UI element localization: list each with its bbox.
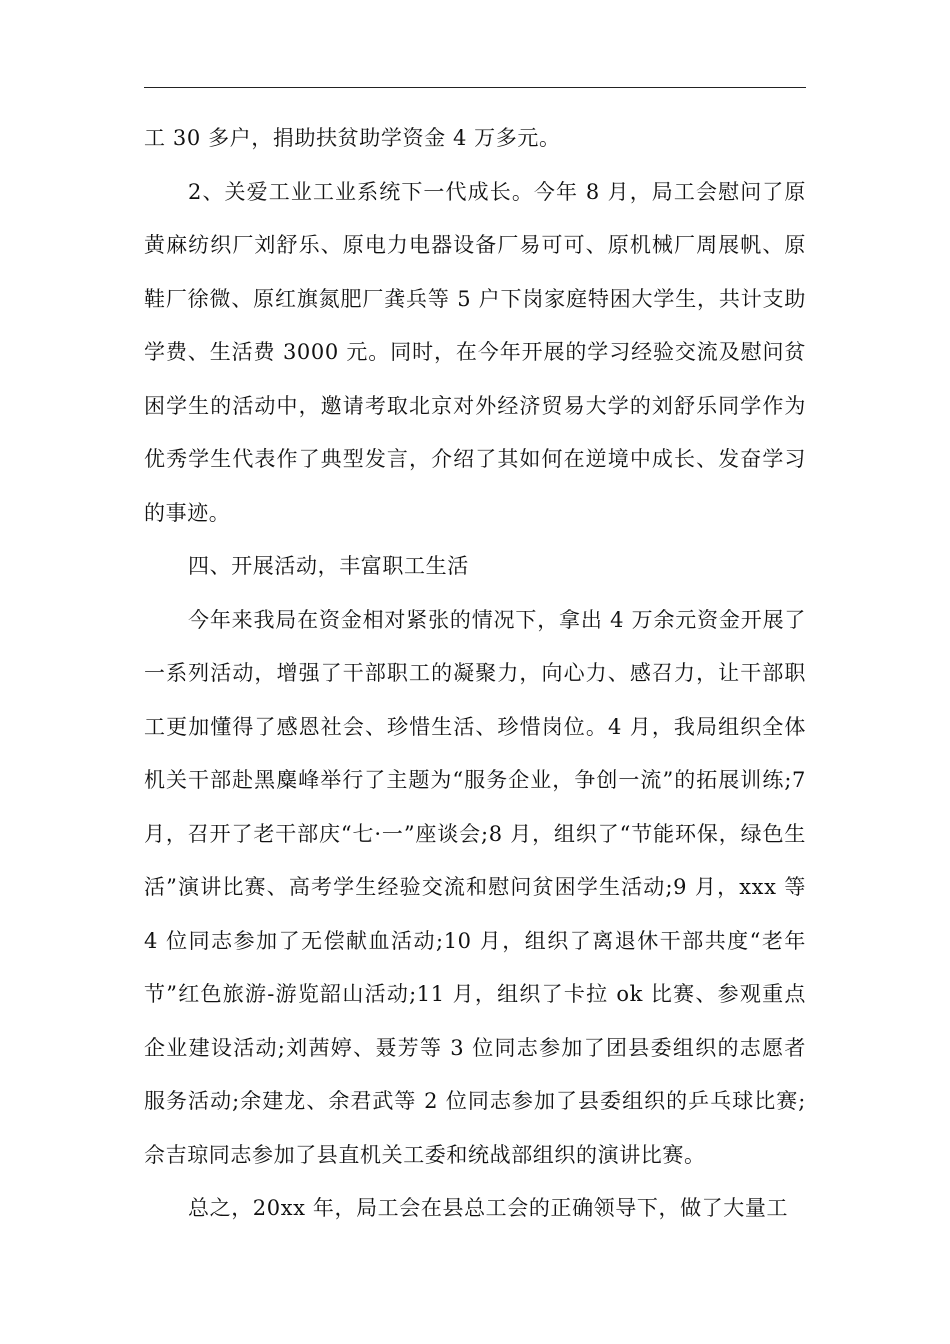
header-rule xyxy=(144,87,806,88)
document-body xyxy=(144,112,806,1236)
paragraph-continuation: 工 30 多户，捐助扶贫助学资金 4 万多元。 xyxy=(144,126,561,150)
paragraph-summary: 总之，20xx 年，局工会在县总工会的正确领导下，做了大量工 xyxy=(188,1196,789,1220)
section-heading-activities: 四、开展活动，丰富职工生活 xyxy=(188,554,469,578)
paragraph-activities: 今年来我局在资金相对紧张的情况下，拿出 4 万余元资金开展了一系列活动，增强了干部职工的凝聚力，向心力、感召力，让干部职工更加懂得了感恩社会、珍惜生活、珍惜岗位。4 月，我局组织全体机关干部赴黑麋峰举行了主题为“服务企业，争创一流”的拓展训练;7 月，召开了老干部庆“七·一”座谈会;8 月，组织了“节能环保，绿色生活”演讲比赛、高考学生经验交流和慰问贫困学生活动;9 月，xxx 等 4 位同志参加了无偿献血活动;10 月，组织了离退休干部共度“老年节”红色旅游-游览韶山活动;11 月，组织了卡拉 ok 比赛、参观重点企业建设活动;刘茜婷、聂芳等 3 位同志参加了团县委组织的志愿者服务活动;余建龙、余君武等 2 位同志参加了县委组织的乒乓球比赛;佘吉琼同志参加了县直机关工委和统战部组织的演讲比赛。 xyxy=(144,607,806,1167)
paragraph-care-next-generation: 2、关爱工业工业系统下一代成长。今年 8 月，局工会慰问了原黄麻纺织厂刘舒乐、原电力电器设备厂易可可、原机械厂周展帆、原鞋厂徐微、原红旗氮肥厂龚兵等 5 户下岗家庭特困大学生，共计支助学费、生活费 3000 元。同时，在今年开展的学习经验交流及慰问贫困学生的活动中，邀请考取北京对外经济贸易大学的刘舒乐同学作为优秀学生代表作了典型发言，介绍了其如何在逆境中成长、发奋学习的事迹。 xyxy=(144,179,806,525)
